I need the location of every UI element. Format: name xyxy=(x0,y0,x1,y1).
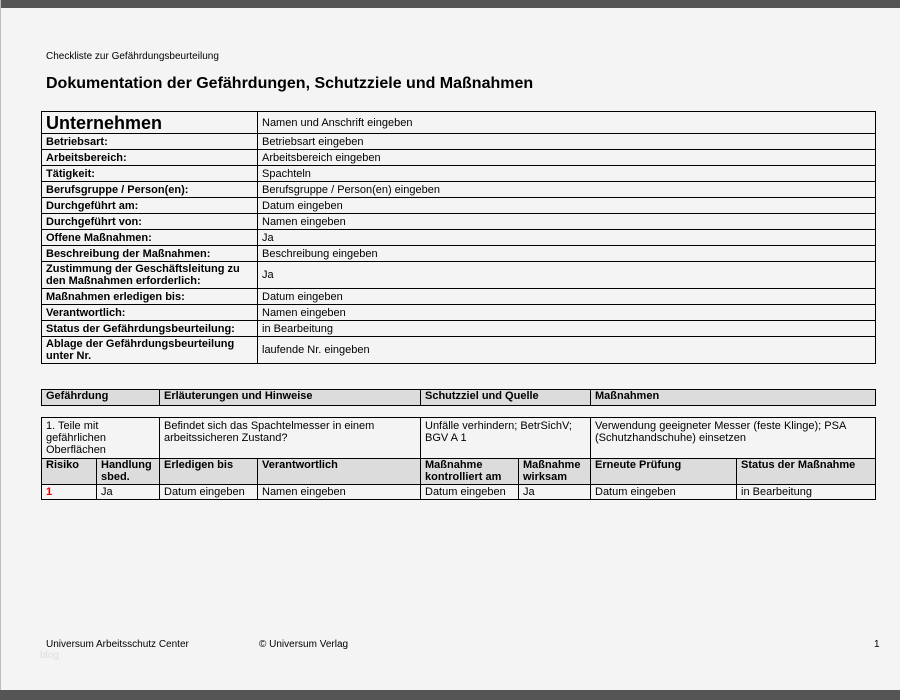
doc-title: Dokumentation der Gefährdungen, Schutzziele und Maßnahmen xyxy=(46,75,534,92)
hazard-gefaehrdung: 1. Teile mit gefährlichen Oberflächen xyxy=(42,418,160,459)
sub-value[interactable]: Datum eingeben xyxy=(160,485,258,500)
company-row xyxy=(42,305,876,321)
col-erlaeuterungen: Erläuterungen und Hinweise xyxy=(160,390,421,406)
sub-header: Erledigen bis xyxy=(160,459,258,485)
hazard-table xyxy=(41,417,876,500)
company-row xyxy=(42,182,876,198)
company-row xyxy=(42,214,876,230)
sub-value[interactable]: 1 xyxy=(42,485,97,500)
bottom-bar xyxy=(0,690,900,700)
row-value[interactable]: Ja xyxy=(258,230,876,246)
company-row xyxy=(42,262,876,289)
row-label: Offene Maßnahmen: xyxy=(42,230,258,246)
row-label: Status der Gefährdungsbeurteilung: xyxy=(42,321,258,337)
row-label: Tätigkeit: xyxy=(42,166,258,182)
sub-value[interactable]: in Bearbeitung xyxy=(737,485,876,500)
sub-header: Maßnahme kontrolliert am xyxy=(421,459,519,485)
row-value[interactable]: Betriebsart eingeben xyxy=(258,134,876,150)
company-row xyxy=(42,246,876,262)
page-number: 1 xyxy=(874,639,880,650)
company-row xyxy=(42,166,876,182)
row-value[interactable]: Beschreibung eingeben xyxy=(258,246,876,262)
watermark: blog xyxy=(40,650,59,661)
sub-header: Verantwortlich xyxy=(258,459,421,485)
page-edge xyxy=(0,0,1,700)
sub-value[interactable]: Ja xyxy=(519,485,591,500)
row-label: Durchgeführt von: xyxy=(42,214,258,230)
sub-value[interactable]: Datum eingeben xyxy=(421,485,519,500)
row-label: Beschreibung der Maßnahmen: xyxy=(42,246,258,262)
row-value[interactable]: Namen und Anschrift eingeben xyxy=(258,112,876,134)
doc-subtitle: Checkliste zur Gefährdungsbeurteilung xyxy=(46,51,219,62)
sub-value[interactable]: Namen eingeben xyxy=(258,485,421,500)
company-row xyxy=(42,112,876,134)
footer-left: Universum Arbeitsschutz Center xyxy=(46,639,189,650)
top-bar xyxy=(0,0,900,8)
row-value[interactable]: laufende Nr. eingeben xyxy=(258,337,876,364)
row-label: Arbeitsbereich: xyxy=(42,150,258,166)
row-value[interactable]: Spachteln xyxy=(258,166,876,182)
col-schutzziel: Schutzziel und Quelle xyxy=(421,390,591,406)
company-row xyxy=(42,198,876,214)
sub-header: Status der Maßnahme xyxy=(737,459,876,485)
hazard-massnahmen: Verwendung geeigneter Messer (feste Klinge); PSA (Schutzhandschuhe) einsetzen xyxy=(591,418,876,459)
row-label: Zustimmung der Geschäftsleitung zu den Maßnahmen erforderlich: xyxy=(42,262,258,289)
sub-header: Erneute Prüfung xyxy=(591,459,737,485)
row-value[interactable]: Arbeitsbereich eingeben xyxy=(258,150,876,166)
company-row xyxy=(42,150,876,166)
row-value[interactable]: in Bearbeitung xyxy=(258,321,876,337)
row-label: Betriebsart: xyxy=(42,134,258,150)
row-label: Berufsgruppe / Person(en): xyxy=(42,182,258,198)
row-value[interactable]: Datum eingeben xyxy=(258,289,876,305)
hazard-erlaeuterung: Befindet sich das Spachtelmesser in einem arbeitssicheren Zustand? xyxy=(160,418,421,459)
company-row xyxy=(42,337,876,364)
row-value[interactable]: Berufsgruppe / Person(en) eingeben xyxy=(258,182,876,198)
row-label: Ablage der Gefährdungsbeurteilung unter Nr. xyxy=(42,337,258,364)
sub-header: Handlung sbed. xyxy=(97,459,160,485)
company-table xyxy=(41,111,876,364)
row-value[interactable]: Namen eingeben xyxy=(258,214,876,230)
company-row xyxy=(42,289,876,305)
row-value[interactable]: Datum eingeben xyxy=(258,198,876,214)
row-label: Durchgeführt am: xyxy=(42,198,258,214)
row-value[interactable]: Ja xyxy=(258,262,876,289)
sub-header: Risiko xyxy=(42,459,97,485)
company-row xyxy=(42,134,876,150)
row-label: Maßnahmen erledigen bis: xyxy=(42,289,258,305)
sub-value[interactable]: Ja xyxy=(97,485,160,500)
row-label: Verantwortlich: xyxy=(42,305,258,321)
hazard-schutzziel: Unfälle verhindern; BetrSichV; BGV A 1 xyxy=(421,418,591,459)
row-label: Unternehmen xyxy=(42,112,258,134)
company-row xyxy=(42,230,876,246)
sub-value[interactable]: Datum eingeben xyxy=(591,485,737,500)
company-row xyxy=(42,321,876,337)
hazard-header-table xyxy=(41,389,876,406)
row-value[interactable]: Namen eingeben xyxy=(258,305,876,321)
sub-header: Maßnahme wirksam xyxy=(519,459,591,485)
col-massnahmen: Maßnahmen xyxy=(591,390,876,406)
col-gefaehrdung: Gefährdung xyxy=(42,390,160,406)
footer-center: © Universum Verlag xyxy=(259,639,349,650)
